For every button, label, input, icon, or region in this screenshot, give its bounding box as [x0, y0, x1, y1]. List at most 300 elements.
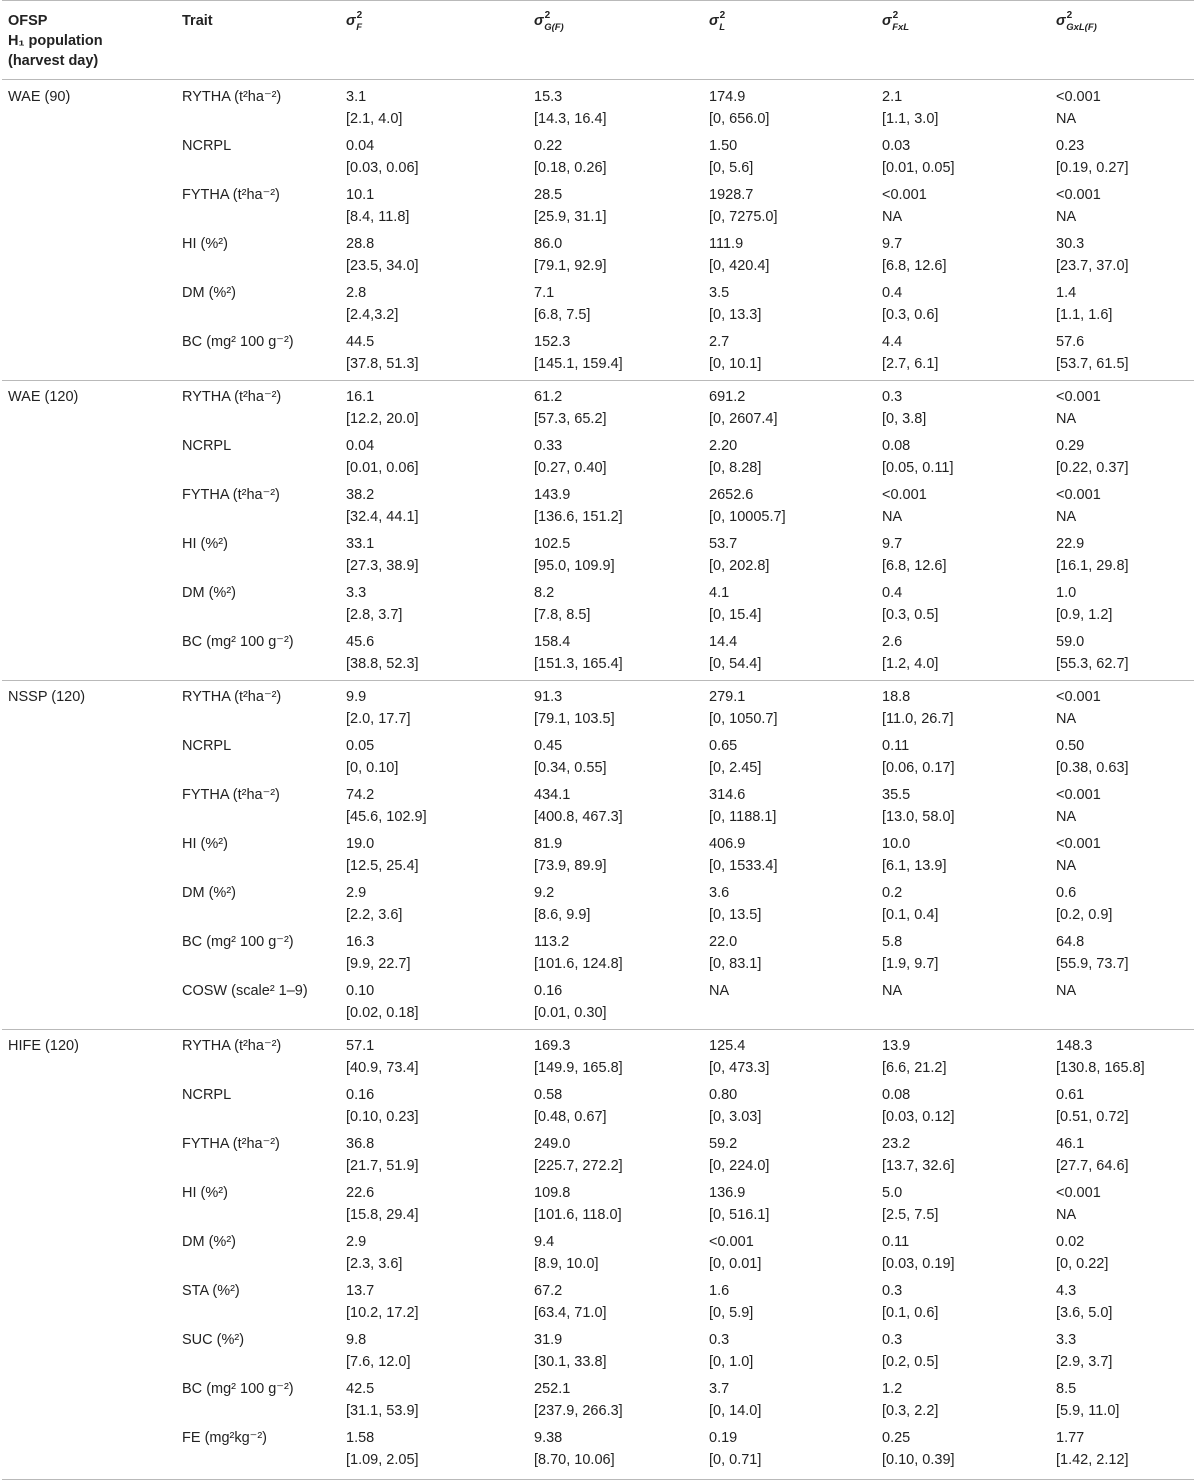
variance-components-table	[2, 0, 1194, 1480]
trait-cell	[176, 1182, 340, 1231]
confidence-interval: [237.9, 266.3]	[534, 1403, 623, 1419]
population-cell	[2, 1378, 176, 1427]
variance-cell	[876, 931, 1050, 980]
variance-cell	[876, 1182, 1050, 1231]
variance-cell	[340, 282, 528, 331]
variance-cell	[528, 931, 703, 980]
confidence-interval: [0, 420.4]	[709, 258, 770, 274]
variance-cell	[340, 1280, 528, 1329]
trait-cell	[176, 833, 340, 882]
confidence-interval: [27.3, 38.9]	[346, 558, 419, 574]
trait-name: FYTHA	[182, 787, 229, 803]
estimate-value: 2652.6	[709, 487, 754, 503]
variance-cell	[528, 681, 703, 736]
estimate-value: <0.001	[1056, 689, 1101, 705]
estimate-value: 91.3	[534, 689, 563, 705]
estimate-value: 0.2	[882, 885, 903, 901]
estimate-value: 57.1	[346, 1038, 375, 1054]
variance-cell	[340, 681, 528, 736]
confidence-interval: [0.10, 0.39]	[882, 1452, 955, 1468]
confidence-interval: [2.8, 3.7]	[346, 607, 403, 623]
estimate-value: 0.05	[346, 738, 375, 754]
trait-unit: (t²ha⁻²)	[232, 187, 280, 203]
trait-unit: (t²ha⁻²)	[234, 689, 282, 705]
confidence-interval: [6.8, 12.6]	[882, 558, 947, 574]
variance-cell	[340, 735, 528, 784]
estimate-value: 23.2	[882, 1136, 911, 1152]
estimate-value: 0.3	[882, 1332, 903, 1348]
confidence-interval: [0.01, 0.30]	[534, 1005, 607, 1021]
variance-cell	[876, 833, 1050, 882]
estimate-value: 1.77	[1056, 1430, 1085, 1446]
confidence-interval: [13.7, 32.6]	[882, 1158, 955, 1174]
population-cell: WAE (90)	[8, 89, 71, 105]
variance-cell	[528, 1182, 703, 1231]
trait-cell	[176, 80, 340, 136]
trait-name: DM	[182, 885, 205, 901]
variance-cell	[528, 282, 703, 331]
variance-cell	[1050, 80, 1194, 136]
estimate-value: 3.7	[709, 1381, 730, 1397]
trait-name: COSW	[182, 983, 228, 999]
estimate-value: 0.29	[1056, 438, 1085, 454]
trait-unit: (%²)	[208, 285, 236, 301]
trait-cell	[176, 980, 340, 1030]
variance-cell	[876, 1133, 1050, 1182]
confidence-interval: NA	[1056, 809, 1077, 825]
variance-cell	[876, 1378, 1050, 1427]
variance-cell	[703, 1329, 876, 1378]
estimate-value: NA	[1056, 983, 1077, 999]
variance-cell	[340, 484, 528, 533]
confidence-interval: [0, 0.71]	[709, 1452, 762, 1468]
variance-cell	[876, 331, 1050, 381]
variance-cell	[1050, 582, 1194, 631]
variance-cell	[528, 735, 703, 784]
confidence-interval: [79.1, 92.9]	[534, 258, 607, 274]
variance-cell	[876, 282, 1050, 331]
confidence-interval: [27.7, 64.6]	[1056, 1158, 1129, 1174]
variance-cell	[340, 1182, 528, 1231]
trait-name: HI	[182, 836, 197, 852]
confidence-interval: [6.8, 12.6]	[882, 258, 947, 274]
confidence-interval: [0, 473.3]	[709, 1060, 770, 1076]
confidence-interval: [6.8, 7.5]	[534, 307, 591, 323]
sigma-subscript: F	[356, 22, 362, 33]
confidence-interval: NA	[882, 209, 903, 225]
confidence-interval: [55.9, 73.7]	[1056, 956, 1129, 972]
confidence-interval: [45.6, 102.9]	[346, 809, 427, 825]
estimate-value: 1.2	[882, 1381, 903, 1397]
header-population-line3: (harvest day)	[8, 53, 99, 69]
table-row	[2, 435, 1194, 484]
confidence-interval: [31.1, 53.9]	[346, 1403, 419, 1419]
estimate-value: 1928.7	[709, 187, 754, 203]
variance-cell	[1050, 484, 1194, 533]
estimate-value: <0.001	[1056, 187, 1101, 203]
estimate-value: 57.6	[1056, 334, 1085, 350]
estimate-value: 0.11	[882, 1234, 910, 1250]
trait-name: HI	[182, 536, 197, 552]
variance-cell	[703, 931, 876, 980]
confidence-interval: [57.3, 65.2]	[534, 411, 607, 427]
confidence-interval: [2.1, 4.0]	[346, 111, 403, 127]
trait-unit: (mg² 100 g⁻²)	[206, 934, 294, 950]
variance-cell	[1050, 233, 1194, 282]
confidence-interval: [0.03, 0.06]	[346, 160, 419, 176]
estimate-value: 279.1	[709, 689, 746, 705]
trait-name: RYTHA	[182, 89, 231, 105]
confidence-interval: [0.06, 0.17]	[882, 760, 955, 776]
estimate-value: 249.0	[534, 1136, 571, 1152]
confidence-interval: [63.4, 71.0]	[534, 1305, 607, 1321]
confidence-interval: NA	[882, 509, 903, 525]
trait-name: BC	[182, 1381, 203, 1397]
confidence-interval: [25.9, 31.1]	[534, 209, 607, 225]
trait-name: DM	[182, 285, 205, 301]
variance-cell	[1050, 681, 1194, 736]
sigma-subscript: GxL(F)	[1066, 22, 1097, 33]
variance-cell	[340, 80, 528, 136]
trait-unit: (mg²kg⁻²)	[204, 1430, 267, 1446]
variance-cell	[1050, 184, 1194, 233]
confidence-interval: [0.03, 0.12]	[882, 1109, 955, 1125]
variance-cell	[876, 435, 1050, 484]
variance-cell	[528, 784, 703, 833]
confidence-interval: [6.1, 13.9]	[882, 858, 947, 874]
population-cell	[2, 1427, 176, 1480]
table-row	[2, 533, 1194, 582]
confidence-interval: [2.0, 17.7]	[346, 711, 411, 727]
variance-cell	[876, 1329, 1050, 1378]
estimate-value: 61.2	[534, 389, 563, 405]
variance-cell	[528, 833, 703, 882]
estimate-value: <0.001	[709, 1234, 754, 1250]
confidence-interval: [225.7, 272.2]	[534, 1158, 623, 1174]
estimate-value: 46.1	[1056, 1136, 1085, 1152]
confidence-interval: [11.0, 26.7]	[882, 711, 954, 727]
variance-cell	[703, 1280, 876, 1329]
confidence-interval: [0.2, 0.5]	[882, 1354, 939, 1370]
confidence-interval: [2.5, 7.5]	[882, 1207, 939, 1223]
trait-cell	[176, 1329, 340, 1378]
estimate-value: 18.8	[882, 689, 911, 705]
estimate-value: 406.9	[709, 836, 746, 852]
estimate-value: 0.58	[534, 1087, 563, 1103]
estimate-value: 136.9	[709, 1185, 746, 1201]
variance-cell	[876, 1280, 1050, 1329]
trait-cell	[176, 533, 340, 582]
trait-name: DM	[182, 1234, 205, 1250]
variance-cell	[703, 1378, 876, 1427]
estimate-value: 28.8	[346, 236, 375, 252]
sigma-subscript: FxL	[892, 22, 910, 33]
confidence-interval: [13.0, 58.0]	[882, 809, 955, 825]
variance-cell	[528, 184, 703, 233]
confidence-interval: [8.4, 11.8]	[346, 209, 410, 225]
variance-cell	[1050, 1084, 1194, 1133]
estimate-value: 33.1	[346, 536, 375, 552]
confidence-interval: [130.8, 165.8]	[1056, 1060, 1145, 1076]
variance-cell	[340, 331, 528, 381]
trait-cell	[176, 1427, 340, 1480]
header-sigma-fxl: $\sigma^2_{FxL}$	[876, 1, 1050, 80]
trait-name: FYTHA	[182, 187, 229, 203]
population-cell	[2, 1280, 176, 1329]
estimate-value: 113.2	[534, 934, 570, 950]
estimate-value: 3.3	[1056, 1332, 1077, 1348]
confidence-interval: [5.9, 11.0]	[1056, 1403, 1120, 1419]
confidence-interval: [2.3, 3.6]	[346, 1256, 403, 1272]
variance-cell	[340, 582, 528, 631]
variance-cell	[340, 533, 528, 582]
population-cell	[2, 331, 176, 381]
variance-cell	[703, 681, 876, 736]
trait-cell	[176, 135, 340, 184]
variance-cell	[703, 381, 876, 436]
confidence-interval: [0, 13.5]	[709, 907, 762, 923]
estimate-value: 174.9	[709, 89, 746, 105]
variance-cell	[340, 882, 528, 931]
variance-cell	[528, 631, 703, 681]
confidence-interval: [37.8, 51.3]	[346, 356, 419, 372]
trait-cell	[176, 931, 340, 980]
population-cell	[2, 735, 176, 784]
confidence-interval: [0, 15.4]	[709, 607, 762, 623]
trait-cell	[176, 331, 340, 381]
confidence-interval: [0.19, 0.27]	[1056, 160, 1129, 176]
estimate-value: 0.08	[882, 1087, 911, 1103]
table-row	[2, 1231, 1194, 1280]
variance-cell	[703, 1182, 876, 1231]
trait-cell	[176, 1084, 340, 1133]
population-cell	[2, 1182, 176, 1231]
table-row	[2, 1280, 1194, 1329]
estimate-value: 9.38	[534, 1430, 563, 1446]
confidence-interval: NA	[1056, 111, 1077, 127]
confidence-interval: [0, 14.0]	[709, 1403, 762, 1419]
estimate-value: 59.2	[709, 1136, 738, 1152]
variance-cell	[1050, 833, 1194, 882]
estimate-value: 125.4	[709, 1038, 746, 1054]
variance-cell	[1050, 1182, 1194, 1231]
variance-cell	[876, 533, 1050, 582]
variance-cell	[876, 582, 1050, 631]
variance-cell	[703, 80, 876, 136]
estimate-value: 10.1	[346, 187, 375, 203]
variance-cell	[1050, 882, 1194, 931]
trait-name: NCRPL	[182, 738, 232, 754]
estimate-value: 252.1	[534, 1381, 571, 1397]
variance-cell	[876, 1231, 1050, 1280]
confidence-interval: [55.3, 62.7]	[1056, 656, 1129, 672]
trait-name: SUC	[182, 1332, 213, 1348]
variance-cell	[1050, 381, 1194, 436]
estimate-value: 1.4	[1056, 285, 1077, 301]
variance-cell	[703, 1133, 876, 1182]
variance-cell	[703, 331, 876, 381]
confidence-interval: [0.34, 0.55]	[534, 760, 607, 776]
estimate-value: 5.8	[882, 934, 903, 950]
confidence-interval: NA	[1056, 858, 1077, 874]
header-population-line2: H₁ population	[8, 33, 103, 49]
confidence-interval: [151.3, 165.4]	[534, 656, 623, 672]
estimate-value: <0.001	[1056, 836, 1101, 852]
estimate-value: 9.8	[346, 1332, 367, 1348]
estimate-value: 102.5	[534, 536, 571, 552]
confidence-interval: [15.8, 29.4]	[346, 1207, 419, 1223]
variance-cell	[340, 381, 528, 436]
header-sigma-l: $\sigma^2_L$	[703, 1, 876, 80]
trait-cell	[176, 1231, 340, 1280]
estimate-value: 0.4	[882, 285, 903, 301]
table-row	[2, 1329, 1194, 1378]
variance-cell	[1050, 631, 1194, 681]
confidence-interval: [0, 1050.7]	[709, 711, 778, 727]
population-cell	[2, 931, 176, 980]
confidence-interval: [0.38, 0.63]	[1056, 760, 1129, 776]
confidence-interval: [0.10, 0.23]	[346, 1109, 419, 1125]
header-population	[2, 1, 176, 80]
population-cell	[2, 533, 176, 582]
trait-unit: (mg² 100 g⁻²)	[206, 634, 294, 650]
confidence-interval: [7.6, 12.0]	[346, 1354, 411, 1370]
confidence-interval: NA	[1056, 209, 1077, 225]
estimate-value: 45.6	[346, 634, 375, 650]
estimate-value: 0.16	[534, 983, 563, 999]
estimate-value: 0.04	[346, 438, 375, 454]
confidence-interval: [0, 0.10]	[346, 760, 399, 776]
confidence-interval: [0.27, 0.40]	[534, 460, 607, 476]
estimate-value: 0.19	[709, 1430, 738, 1446]
estimate-value: 0.22	[534, 138, 563, 154]
estimate-value: 59.0	[1056, 634, 1085, 650]
trait-name: BC	[182, 634, 203, 650]
variance-cell	[703, 533, 876, 582]
estimate-value: 152.3	[534, 334, 571, 350]
estimate-value: 19.0	[346, 836, 375, 852]
estimate-value: 74.2	[346, 787, 375, 803]
sigma-subscript: L	[719, 22, 725, 33]
confidence-interval: [0.3, 2.2]	[882, 1403, 939, 1419]
estimate-value: 1.6	[709, 1283, 730, 1299]
variance-cell	[340, 135, 528, 184]
estimate-value: 42.5	[346, 1381, 375, 1397]
variance-cell	[876, 735, 1050, 784]
variance-cell	[703, 1084, 876, 1133]
confidence-interval: [8.70, 10.06]	[534, 1452, 615, 1468]
header-population-line1: OFSP	[8, 13, 48, 29]
estimate-value: 8.2	[534, 585, 555, 601]
variance-cell	[876, 631, 1050, 681]
variance-cell	[340, 1329, 528, 1378]
trait-name: BC	[182, 334, 203, 350]
confidence-interval: [38.8, 52.3]	[346, 656, 419, 672]
variance-cell	[528, 1084, 703, 1133]
trait-name: BC	[182, 934, 203, 950]
trait-unit: (%²)	[212, 1283, 240, 1299]
trait-name: FE	[182, 1430, 201, 1446]
confidence-interval: [7.8, 8.5]	[534, 607, 591, 623]
estimate-value: 0.4	[882, 585, 903, 601]
confidence-interval: NA	[1056, 509, 1077, 525]
trait-name: DM	[182, 585, 205, 601]
variance-cell	[340, 1378, 528, 1427]
estimate-value: 0.10	[346, 983, 375, 999]
trait-unit: (mg² 100 g⁻²)	[206, 1381, 294, 1397]
estimate-value: 2.9	[346, 1234, 367, 1250]
confidence-interval: [0, 8.28]	[709, 460, 762, 476]
trait-name: HI	[182, 1185, 197, 1201]
confidence-interval: [0, 5.6]	[709, 160, 754, 176]
estimate-value: 434.1	[534, 787, 571, 803]
estimate-value: 53.7	[709, 536, 738, 552]
trait-cell	[176, 233, 340, 282]
variance-cell	[528, 1280, 703, 1329]
trait-cell	[176, 681, 340, 736]
estimate-value: 0.08	[882, 438, 911, 454]
estimate-value: NA	[709, 983, 730, 999]
variance-cell	[876, 80, 1050, 136]
confidence-interval: [0, 1533.4]	[709, 858, 778, 874]
variance-cell	[703, 233, 876, 282]
trait-name: NCRPL	[182, 438, 232, 454]
confidence-interval: [0, 1188.1]	[709, 809, 777, 825]
estimate-value: 28.5	[534, 187, 563, 203]
confidence-interval: [136.6, 151.2]	[534, 509, 623, 525]
trait-cell	[176, 882, 340, 931]
estimate-value: <0.001	[1056, 1185, 1101, 1201]
confidence-interval: [9.9, 22.7]	[346, 956, 411, 972]
variance-cell	[876, 882, 1050, 931]
estimate-value: 7.1	[534, 285, 555, 301]
confidence-interval: [3.6, 5.0]	[1056, 1305, 1113, 1321]
estimate-value: 2.8	[346, 285, 367, 301]
estimate-value: 2.20	[709, 438, 738, 454]
table-body	[2, 80, 1194, 1480]
variance-cell	[1050, 1280, 1194, 1329]
population-cell	[2, 484, 176, 533]
estimate-value: 30.3	[1056, 236, 1085, 252]
variance-cell	[703, 435, 876, 484]
confidence-interval: [30.1, 33.8]	[534, 1354, 607, 1370]
trait-cell	[176, 184, 340, 233]
estimate-value: 36.8	[346, 1136, 375, 1152]
table-row	[2, 784, 1194, 833]
estimate-value: 13.7	[346, 1283, 375, 1299]
table-header	[2, 1, 1194, 80]
trait-unit: (%²)	[216, 1332, 245, 1348]
header-sigma-f: $\sigma^2_F$	[340, 1, 528, 80]
trait-unit: (t²ha⁻²)	[232, 487, 280, 503]
estimate-value: 9.9	[346, 689, 367, 705]
variance-cell	[528, 1378, 703, 1427]
table-row	[2, 582, 1194, 631]
population-cell	[2, 833, 176, 882]
confidence-interval: [0, 0.01]	[709, 1256, 762, 1272]
population-cell	[2, 631, 176, 681]
confidence-interval: [0, 3.03]	[709, 1109, 762, 1125]
trait-unit: (%²)	[208, 1234, 236, 1250]
variance-cell	[340, 1133, 528, 1182]
trait-cell	[176, 735, 340, 784]
confidence-interval: [12.2, 20.0]	[346, 411, 419, 427]
table-row	[2, 80, 1194, 136]
estimate-value: 3.6	[709, 885, 730, 901]
confidence-interval: [0, 3.8]	[882, 411, 927, 427]
confidence-interval: [73.9, 89.9]	[534, 858, 607, 874]
confidence-interval: [8.6, 9.9]	[534, 907, 591, 923]
